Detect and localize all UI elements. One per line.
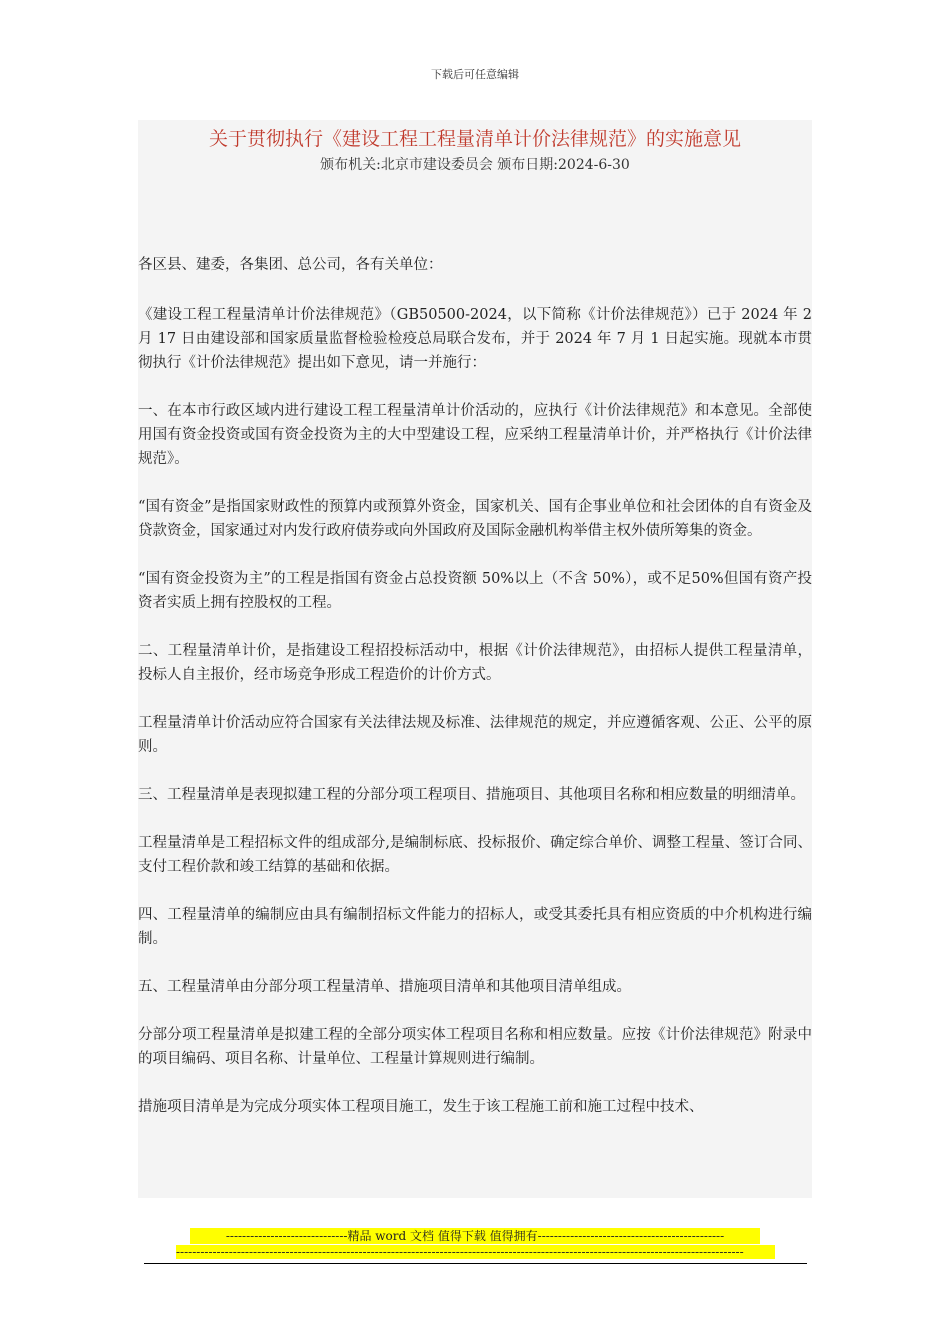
document-body	[138, 253, 812, 1119]
paragraph: 一、在本市行政区域内进行建设工程工程量清单计价活动的，应执行《计价法律规范》和本意见。全部使用国有资金投资或国有资金投资为主的大中型建设工程，应采纳工程量清单计价，并严格执行《计价法律规范》。	[138, 403, 812, 467]
document-meta: 颁布机关:北京市建设委员会 颁布日期:2024-6-30	[320, 157, 630, 173]
salutation: 各区县、建委，各集团、总公司，各有关单位：	[138, 257, 443, 273]
paragraph: “国有资金”是指国家财政性的预算内或预算外资金，国家机关、国有企事业单位和社会团体的自有资金及贷款资金，国家通过对内发行政府债券或向外国政府及国际金融机构举借主权外债所筹集的资金。	[138, 499, 812, 539]
document-title: 关于贯彻执行《建设工程工程量清单计价法律规范》的实施意见	[208, 128, 741, 150]
paragraph: 五、工程量清单由分部分项工程量清单、措施项目清单和其他项目清单组成。	[138, 979, 631, 995]
paragraph: 《建设工程工程量清单计价法律规范》（GB50500-2024，以下简称《计价法律规范》）已于 2024 年 2 月 17 日由建设部和国家质量监督检验检疫总局联合发布，并于 2024 年 7 月 1 日起实施。现就本市贯彻执行《计价法律规范》提出如下意见，请一并施行：	[138, 307, 812, 371]
paragraph: 二、工程量清单计价，是指建设工程招投标活动中，根据《计价法律规范》，由招标人提供工程量清单，投标人自主报价，经市场竞争形成工程造价的计价方式。	[138, 643, 812, 683]
footer-divider	[144, 1263, 807, 1264]
footer-banner: ------------------------------精品 word 文档 值得下载 值得拥有----------------------------------------------	[190, 1228, 760, 1244]
paragraph: 措施项目清单是为完成分项实体工程项目施工，发生于该工程施工前和施工过程中技术、	[138, 1099, 704, 1115]
footer-dashes: --------------------------------------------------------------------------------------------------------------------------------------------	[176, 1245, 775, 1259]
paragraph: “国有资金投资为主”的工程是指国有资金占总投资额 50%以上（不含 50%），或不足50%但国有资产投资者实质上拥有控股权的工程。	[138, 571, 812, 611]
paragraph: 分部分项工程量清单是拟建工程的全部分项实体工程项目名称和相应数量。应按《计价法律规范》附录中的项目编码、项目名称、计量单位、工程量计算规则进行编制。	[138, 1027, 812, 1067]
paragraph: 三、工程量清单是表现拟建工程的分部分项工程项目、措施项目、其他项目名称和相应数量的明细清单。	[138, 787, 805, 803]
paragraph: 工程量清单是工程招标文件的组成部分,是编制标底、投标报价、确定综合单价、调整工程量、签订合同、支付工程价款和竣工结算的基础和依据。	[138, 835, 812, 875]
page-header-note: 下载后可任意编辑	[431, 68, 519, 81]
paragraph: 工程量清单计价活动应符合国家有关法律法规及标准、法律规范的规定，并应遵循客观、公正、公平的原则。	[138, 715, 812, 755]
paragraph: 四、工程量清单的编制应由具有编制招标文件能力的招标人，或受其委托具有相应资质的中介机构进行编制。	[138, 907, 812, 947]
document-content	[138, 120, 812, 1198]
